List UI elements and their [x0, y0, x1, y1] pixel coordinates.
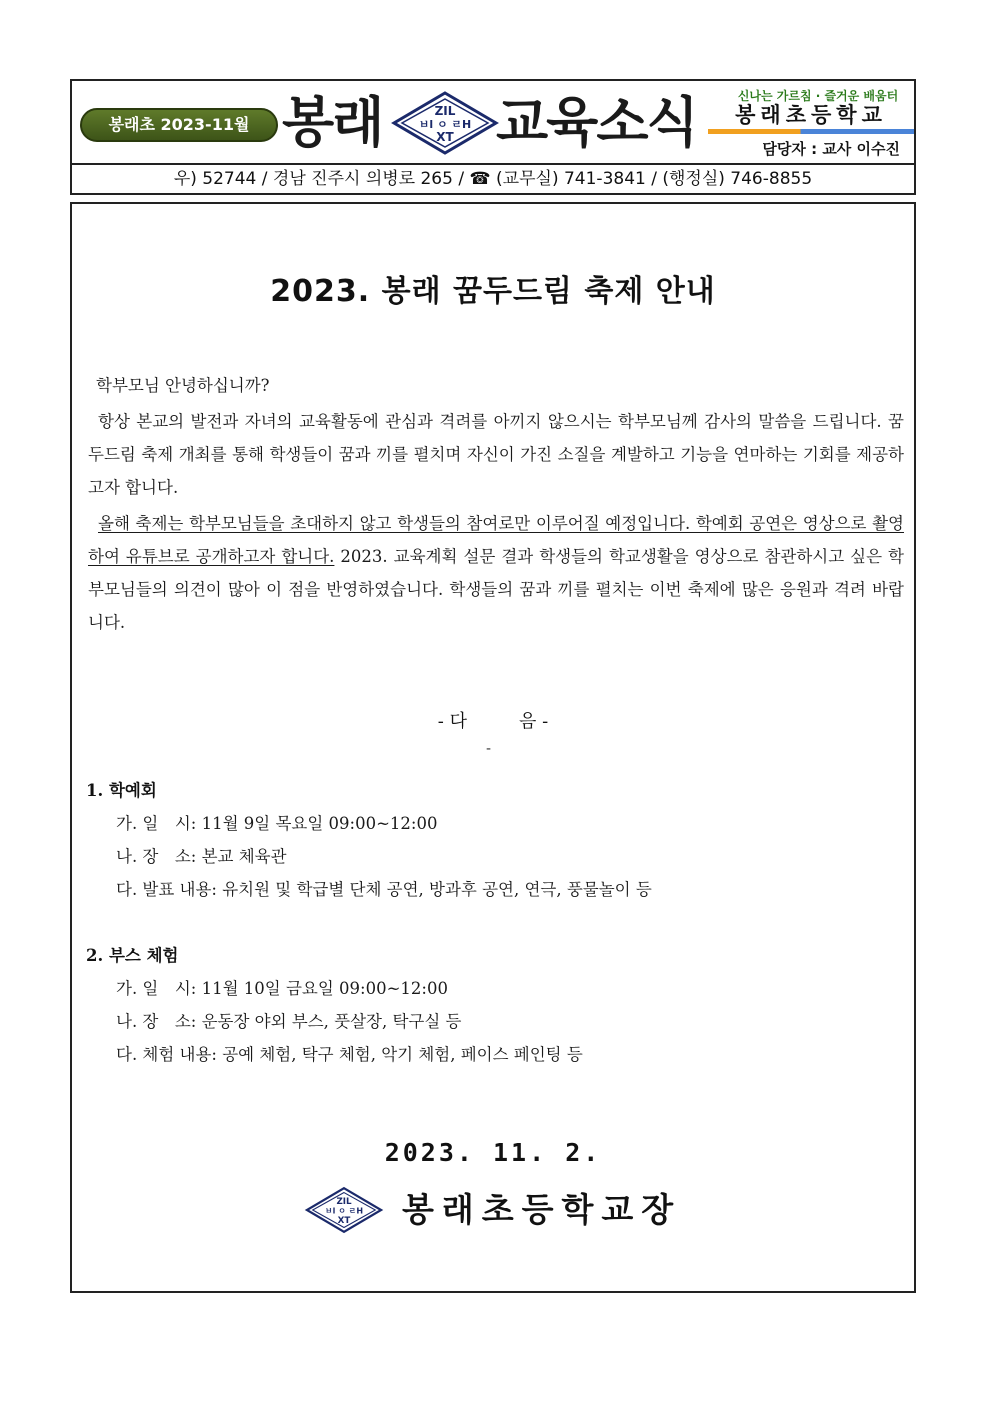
item-detail: 나. 장 소: 운동장 야외 부스, 풋살장, 탁구실 등 [116, 1012, 462, 1031]
svg-text:ZIL: ZIL [336, 1197, 352, 1208]
brand-title-part2: 교육소식 [496, 91, 697, 154]
section-heading-left: - 다 [437, 711, 467, 732]
notice-rest-text: 2023. 교육계획 설문 결과 학생들의 학교생활을 영상으로 참관하시고 싶은 학부모님들의 의견이 많아 이 점을 반영하였습니다. 학생들의 꿈과 끼를 펼치는 이번 축제에 많은 응원과 격려 바랍니다. [88, 547, 904, 632]
svg-text:ZIL: ZIL [434, 104, 456, 118]
notice-underlined-text: 올해 축제는 학부모님들을 초대하지 않고 학생들의 참여로만 이루어질 예정입니다. 학예회 공연은 영상으로 촬영하여 유튜브로 공개하고자 합니다. [88, 514, 904, 566]
principal-signature: 봉래초등학교장 [402, 1190, 682, 1229]
school-name: 봉래초등학교 [735, 103, 887, 127]
greeting: 학부모님 안녕하십니까? [96, 376, 270, 395]
item-detail: 다. 발표 내용: 유치원 및 학급별 단체 공연, 방과후 공연, 연극, 풍물놀이 등 [116, 880, 652, 899]
issue-badge: 봉래초 2023-11월 [80, 108, 278, 142]
document-title: 2023. 봉래 꿈두드림 축제 안내 [270, 274, 716, 309]
item-heading-performance: 1. 학예회 [86, 781, 157, 800]
school-name-underline [708, 129, 914, 134]
intro-paragraph: 항상 본교의 발전과 자녀의 교육활동에 관심과 격려를 아끼지 않으시는 학부모님께 감사의 말씀을 드립니다. 꿈 두드림 축제 개최를 통해 학생들이 꿈과 끼를 펼치며 자신이 가진 소질을 계발하고 기능을 연마하는 기회를 제공하고자 합니다. [88, 412, 904, 497]
item-detail: 나. 장 소: 본교 체육관 [116, 847, 287, 866]
section-heading [72, 707, 914, 733]
signature-block [304, 1182, 724, 1238]
manager-label: 담당자 : 교사 이수진 [762, 140, 900, 158]
svg-text:ХT: ХT [337, 1216, 351, 1227]
school-emblem-icon [390, 91, 500, 155]
school-slogan: 신나는 가르침 · 즐거운 배움터 [737, 89, 899, 103]
small-dash: - [486, 741, 492, 757]
newsletter-header [70, 79, 916, 165]
svg-text:ㅂl ㅇ ㄹH: ㅂl ㅇ ㄹH [418, 118, 472, 131]
document-date: 2023. 11. 2. [384, 1138, 602, 1167]
address-bar: 우) 52744 / 경남 진주시 의병로 265 / ☎ (교무실) 741-3841 / (행정실) 746-8855 [70, 165, 916, 195]
item-detail: 가. 일 시: 11월 9일 목요일 09:00~12:00 [116, 814, 438, 833]
svg-text:ХT: ХT [436, 130, 454, 144]
item-heading-booth: 2. 부스 체험 [86, 946, 179, 965]
brand-title-part1: 봉래 [282, 91, 383, 154]
letter-body [70, 202, 916, 1293]
section-heading-right: 음 - [519, 711, 549, 732]
notice-paragraph [88, 507, 904, 639]
school-emblem-icon [304, 1186, 384, 1234]
svg-text:ㅂl ㅇ ㄹH: ㅂl ㅇ ㄹH [324, 1206, 364, 1216]
item-detail: 다. 체험 내용: 공예 체험, 탁구 체험, 악기 체험, 페이스 페인팅 등 [116, 1045, 583, 1064]
item-detail: 가. 일 시: 11월 10일 금요일 09:00~12:00 [116, 979, 448, 998]
